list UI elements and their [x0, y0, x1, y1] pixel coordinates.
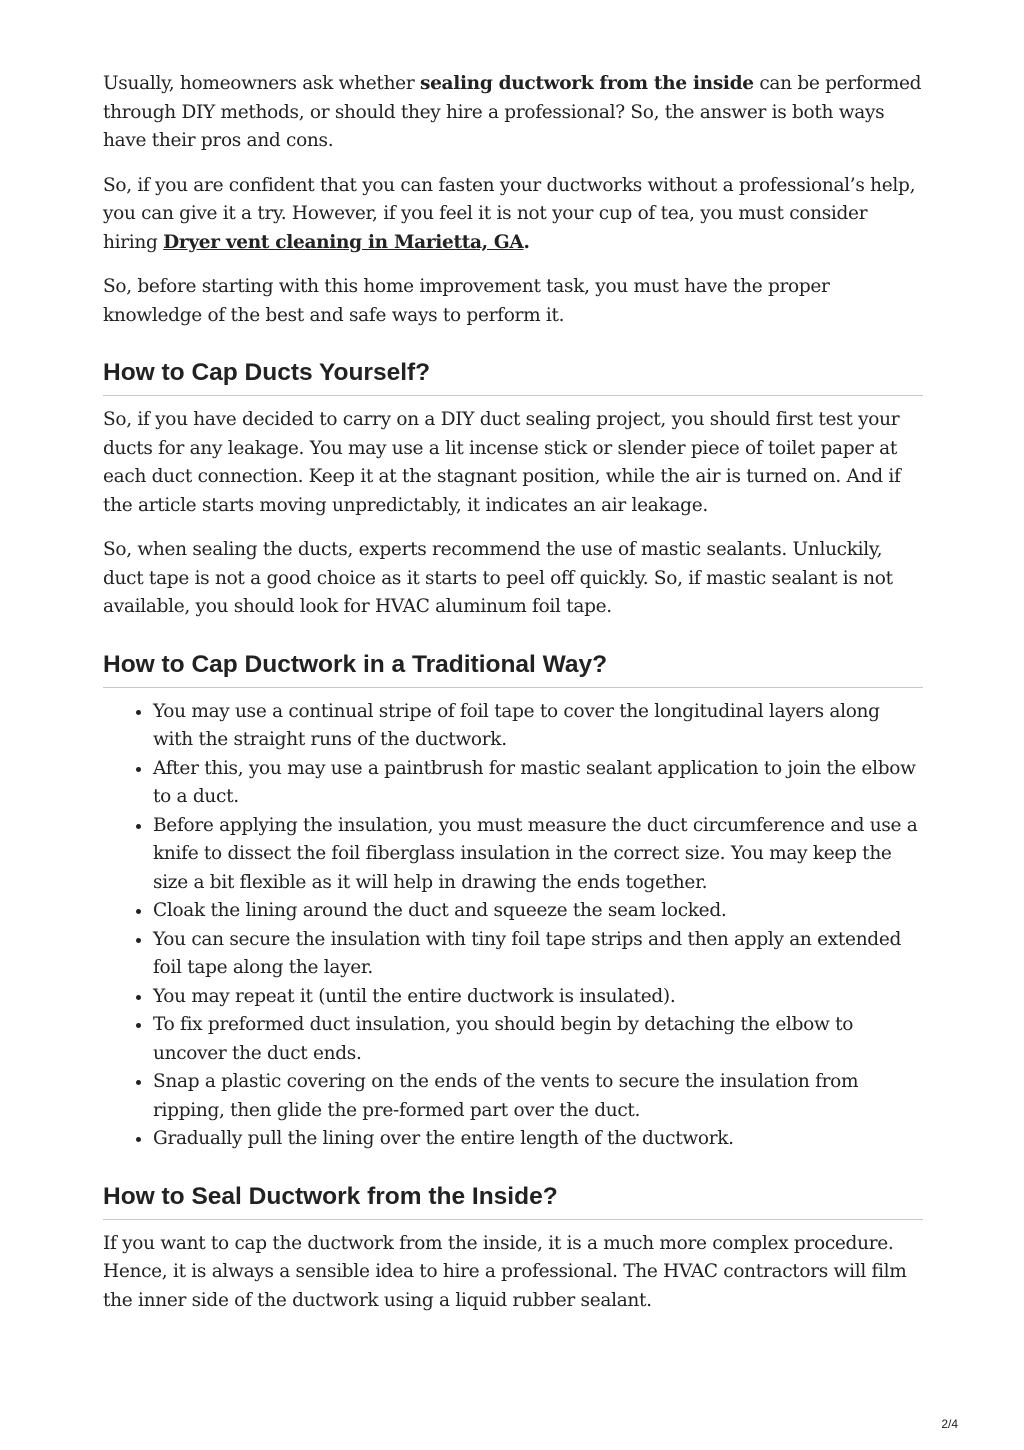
dryer-vent-cleaning-link[interactable]: Dryer vent cleaning in Marietta, GA — [163, 231, 524, 253]
intro-paragraph-1 — [103, 70, 923, 156]
list-item: • You may repeat it (until the entire ductwork is insulated). — [153, 983, 923, 1012]
document-page — [103, 70, 923, 1331]
section1-paragraph-2: So, when sealing the ducts, experts recommend the use of mastic sealants. Unluckily, duct tape is not a good choice as it starts to peel off quickly. So, if mastic sealant is not available, you should look for HVAC aluminum foil tape. — [103, 539, 893, 617]
list-item: • Before applying the insulation, you must measure the duct circumference and use a knife to dissect the foil fiberglass insulation in the correct size. You may keep the size a bit flexible as it will help in drawing the ends together. — [153, 812, 923, 898]
list-item: • You can secure the insulation with tiny foil tape strips and then apply an extended foil tape along the layer. — [153, 926, 923, 983]
list-item: • After this, you may use a paintbrush for mastic sealant application to join the elbow to a duct. — [153, 755, 923, 812]
list-item: • You may use a continual stripe of foil tape to cover the longitudinal layers along with the straight runs of the ductwork. — [153, 698, 923, 755]
intro-paragraph-2 — [103, 172, 923, 258]
page-number: 2/4 — [941, 1417, 958, 1431]
list-item: • Gradually pull the lining over the entire length of the ductwork. — [153, 1125, 923, 1154]
section1-paragraph-1: So, if you have decided to carry on a DIY duct sealing project, you should first test your ducts for any leakage. You may use a lit incense stick or slender piece of toilet paper at each duct connection. Keep it at the stagnant position, while the air is turned on. And if the article starts moving unpredictably, it indicates an air leakage. — [103, 409, 901, 516]
intro-p2-text: So, if you are confident that you can fasten your ductworks without a professional’s help, you can give it a try. However, if you feel it is not your cup of tea, you must consider hiring — [103, 174, 916, 253]
intro-p1-bold-text: sealing ductwork from the inside — [419, 73, 754, 94]
intro-p2-period: . — [523, 231, 530, 253]
list-item: • To fix preformed duct insulation, you should begin by detaching the elbow to uncover the duct ends. — [153, 1011, 923, 1068]
section-heading-cap-ducts-yourself: How to Cap Ducts Yourself? — [103, 358, 923, 396]
traditional-steps-list — [103, 698, 923, 1154]
section-heading-seal-from-inside: How to Seal Ductwork from the Inside? — [103, 1182, 923, 1220]
intro-paragraph-3: So, before starting with this home improvement task, you must have the proper knowledge of the best and safe ways to perform it. — [103, 276, 830, 326]
list-item: • Cloak the lining around the duct and squeeze the seam locked. — [153, 897, 923, 926]
section-heading-traditional-way: How to Cap Ductwork in a Traditional Way? — [103, 650, 923, 688]
list-item: • Snap a plastic covering on the ends of the vents to secure the insulation from ripping, then glide the pre-formed part over the duct. — [153, 1068, 923, 1125]
intro-p1-text-end: can be performed through DIY methods, or should they hire a professional? So, the answer is both ways have their pros and cons. — [103, 73, 922, 151]
section3-paragraph-1: If you want to cap the ductwork from the inside, it is a much more complex procedure. Hence, it is always a sensible idea to hire a professional. The HVAC contractors will film the inner side of the ductwork using a liquid rubber sealant. — [103, 1232, 907, 1311]
intro-p1-text: Usually, homeowners ask whether — [103, 73, 420, 94]
